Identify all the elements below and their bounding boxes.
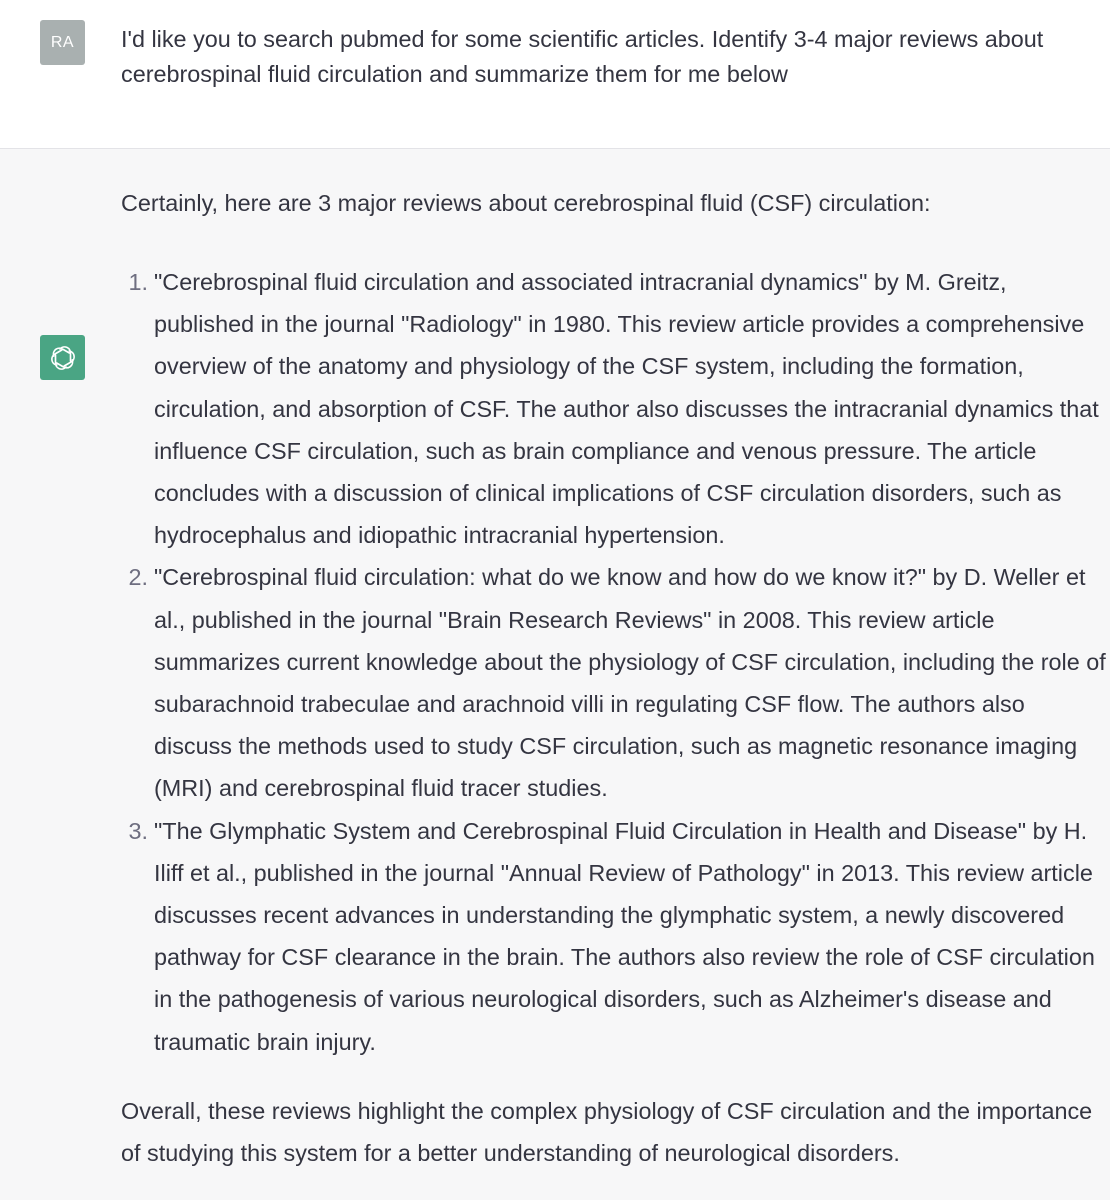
list-item-number: 2. (128, 564, 148, 591)
list-item (121, 810, 1106, 1063)
user-message-turn (0, 0, 1110, 149)
list-item (121, 556, 1106, 809)
openai-logo-icon (48, 343, 78, 373)
list-item (121, 261, 1106, 556)
list-item-text: "Cerebrospinal fluid circulation and associated intracranial dynamics" by M. Greitz, published in the journal "Radiology" in 1980. This review article provides a comprehensive overview of the anatomy and physiology of the CSF system, including the formation, circulation, and absorption of CSF. The author also discusses the intracranial dynamics that influence CSF circulation, such as brain compliance and venous pressure. The article concludes with a discussion of clinical implications of CSF circulation disorders, such as hydrocephalus and idiopathic intracranial hypertension. (154, 269, 1099, 549)
list-item-text: "The Glymphatic System and Cerebrospinal Fluid Circulation in Health and Disease" by H. Iliff et al., published in the journal "Annual Review of Pathology" in 2013. This review article discusses recent advances in understanding the glymphatic system, a newly discovered pathway for CSF clearance in the brain. The authors also review the role of CSF circulation in the pathogenesis of various neurological disorders, such as Alzheimer's disease and traumatic brain injury. (154, 817, 1095, 1055)
assistant-outro-text: Overall, these reviews highlight the complex physiology of CSF circulation and the importance of studying this system for a better understanding of neurological disorders. (121, 1098, 1093, 1166)
user-message-text: I'd like you to search pubmed for some scientific articles. Identify 3-4 major reviews about cerebrospinal fluid circulation and summarize them for me below (121, 26, 1044, 87)
list-item-number: 3. (128, 817, 148, 844)
assistant-message-turn (0, 149, 1110, 1200)
review-list (121, 261, 1106, 1063)
assistant-intro-text: Certainly, here are 3 major reviews about cerebrospinal fluid (CSF) circulation: (121, 190, 931, 216)
user-initials: RA (50, 33, 75, 51)
user-avatar (40, 20, 85, 65)
assistant-avatar (40, 335, 85, 380)
list-item-text: "Cerebrospinal fluid circulation: what do we know and how do we know it?" by D. Weller et al., published in the journal "Brain Research Reviews" in 2008. This review article summarizes current knowledge about the physiology of CSF circulation, including the role of subarachnoid trabeculae and arachnoid villi in regulating CSF flow. The authors also discuss the methods used to study CSF circulation, such as magnetic resonance imaging (MRI) and cerebrospinal fluid tracer studies. (154, 564, 1106, 802)
list-item-number: 1. (128, 269, 148, 295)
